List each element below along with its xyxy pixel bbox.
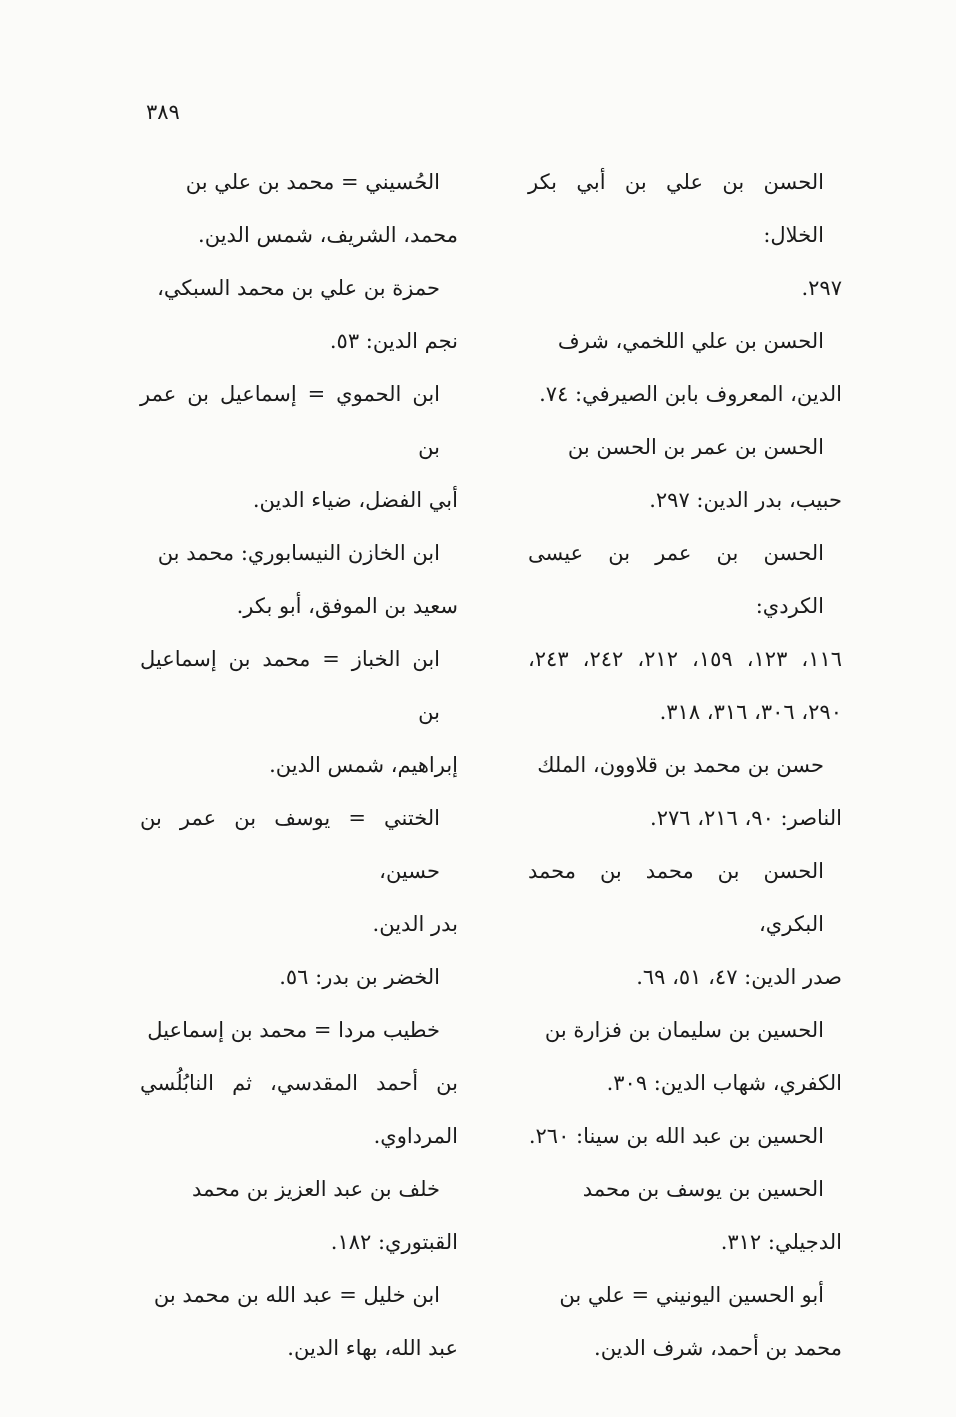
entry-heading: خطيب مردا = محمد بن إسماعيل (147, 1018, 440, 1042)
entry-continuation: ٢٩٧. (801, 276, 842, 300)
index-entry (528, 1004, 842, 1110)
entry-continuation: الناصر: ٩٠، ٢١٦، ٢٧٦. (650, 806, 842, 830)
entry-heading: الختني = يوسف بن عمر بن حسين، (140, 806, 440, 883)
index-entry (140, 1004, 458, 1163)
entry-heading: الحسين بن يوسف بن محمد (582, 1177, 824, 1201)
index-column-left (140, 156, 458, 1375)
index-entry (140, 368, 458, 527)
entry-heading: أبو الحسين اليونيني = علي بن (559, 1283, 824, 1307)
entry-continuation: إبراهيم، شمس الدين. (269, 753, 458, 777)
entry-heading: حمزة بن علي بن محمد السبكي، (157, 276, 440, 300)
entry-heading: الحسن بن علي اللخمي، شرف (557, 329, 824, 353)
index-entry (140, 951, 458, 1004)
entry-continuation: نجم الدين: ٥٣. (329, 329, 458, 353)
entry-heading: الحُسيني = محمد بن علي بن (185, 170, 440, 194)
index-entry (140, 792, 458, 951)
page-number: ٣٨٩ (146, 100, 180, 124)
entry-continuation: القبتوري: ١٨٢. (330, 1230, 458, 1254)
index-entry (140, 527, 458, 633)
entry-continuation: بدر الدين. (372, 912, 458, 936)
index-entry (140, 633, 458, 792)
index-entry (528, 1110, 842, 1163)
entry-continuation: ١١٦، ١٢٣، ١٥٩، ٢١٢، ٢٤٢، ٢٤٣، ٢٩٠، ٣٠٦، ٣١٦، ٣١٨. (528, 647, 843, 724)
index-entry (528, 1163, 842, 1269)
entry-heading: ابن الخباز = محمد بن إسماعيل بن (140, 647, 440, 724)
entry-continuation: الدين، المعروف بابن الصيرفي: ٧٤. (539, 382, 842, 406)
entry-heading: الحسين بن عبد الله بن سينا: ٢٦٠. (528, 1124, 824, 1148)
entry-heading: ابن الحموي = إسماعيل بن عمر بن (140, 382, 440, 459)
index-entry (528, 421, 842, 527)
entry-continuation: صدر الدين: ٤٧، ٥١، ٦٩. (636, 965, 842, 989)
entry-heading: الخضر بن بدر: ٥٦. (279, 965, 440, 989)
entry-heading: ابن خليل = عبد الله بن محمد بن (153, 1283, 440, 1307)
index-entry (528, 845, 842, 1004)
entry-heading: ابن الخازن النيسابوري: محمد بن (157, 541, 440, 565)
entry-heading: حسن بن محمد بن قلاوون، الملك (537, 753, 824, 777)
entry-continuation: محمد، الشريف، شمس الدين. (198, 223, 458, 247)
entry-continuation: محمد بن أحمد، شرف الدين. (594, 1336, 842, 1360)
index-entry (528, 1269, 842, 1375)
entry-continuation: سعيد بن الموفق، أبو بكر. (236, 594, 458, 618)
index-entry (528, 315, 842, 421)
entry-continuation: الكفري، شهاب الدين: ٣٠٩. (606, 1071, 842, 1095)
index-entry (528, 156, 842, 315)
entry-heading: الحسين بن سليمان بن فزارة بن (544, 1018, 824, 1042)
entry-continuation: أبي الفضل، ضياء الدين. (252, 488, 458, 512)
index-entry (140, 1269, 458, 1375)
index-entry (528, 739, 842, 845)
entry-continuation: بن أحمد المقدسي، ثم النابُلُسي المرداوي. (140, 1071, 458, 1148)
index-entry (528, 527, 842, 739)
index-column-right (528, 156, 842, 1375)
entry-heading: الحسن بن عمر بن الحسن بن (567, 435, 824, 459)
entry-heading: خلف بن عبد العزيز بن محمد (192, 1177, 440, 1201)
entry-continuation: الدجيلي: ٣١٢. (720, 1230, 842, 1254)
entry-heading: الحسن بن علي بن أبي بكر الخلال: (528, 170, 824, 247)
index-entry (140, 1163, 458, 1269)
entry-heading: الحسن بن عمر بن عيسى الكردي: (528, 541, 824, 618)
entry-heading: الحسن بن محمد بن محمد البكري، (528, 859, 824, 936)
entry-continuation: حبيب، بدر الدين: ٢٩٧. (649, 488, 842, 512)
index-entry (140, 156, 458, 262)
entry-continuation: عبد الله، بهاء الدين. (287, 1336, 458, 1360)
index-entry (140, 262, 458, 368)
